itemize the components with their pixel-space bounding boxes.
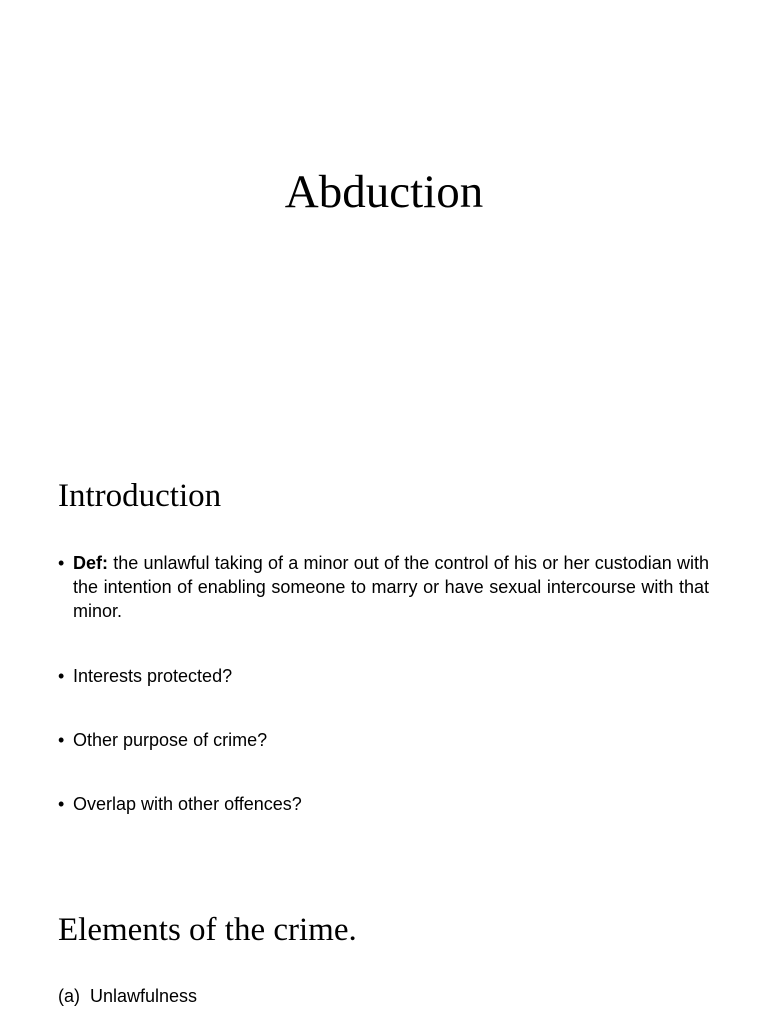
introduction-heading: Introduction bbox=[58, 478, 222, 514]
bullet-marker: • bbox=[58, 553, 65, 573]
other-purpose-text: Other purpose of crime? bbox=[73, 730, 268, 750]
interests-protected-text: Interests protected? bbox=[73, 666, 233, 686]
definition-text bbox=[73, 551, 709, 623]
bullet-marker: • bbox=[58, 794, 65, 814]
definition-term: Def: bbox=[73, 553, 108, 573]
list-item bbox=[58, 984, 197, 1008]
overlap-text: Overlap with other offences? bbox=[73, 794, 302, 814]
list-item-text: Unlawfulness bbox=[90, 986, 198, 1006]
bullet-other-purpose bbox=[58, 728, 709, 752]
bullet-overlap bbox=[58, 792, 709, 816]
definition-body: the unlawful taking of a minor out of the control of his or her custodian with the intention of enabling someone to marry or have sexual intercourse with that minor. bbox=[73, 553, 709, 621]
elements-heading: Elements of the crime. bbox=[58, 912, 357, 948]
bullet-marker: • bbox=[58, 666, 65, 686]
list-marker: (a) bbox=[58, 986, 80, 1006]
bullet-definition bbox=[58, 551, 709, 623]
slide-title: Abduction bbox=[284, 166, 484, 218]
bullet-marker: • bbox=[58, 730, 65, 750]
bullet-interests-protected bbox=[58, 664, 709, 688]
